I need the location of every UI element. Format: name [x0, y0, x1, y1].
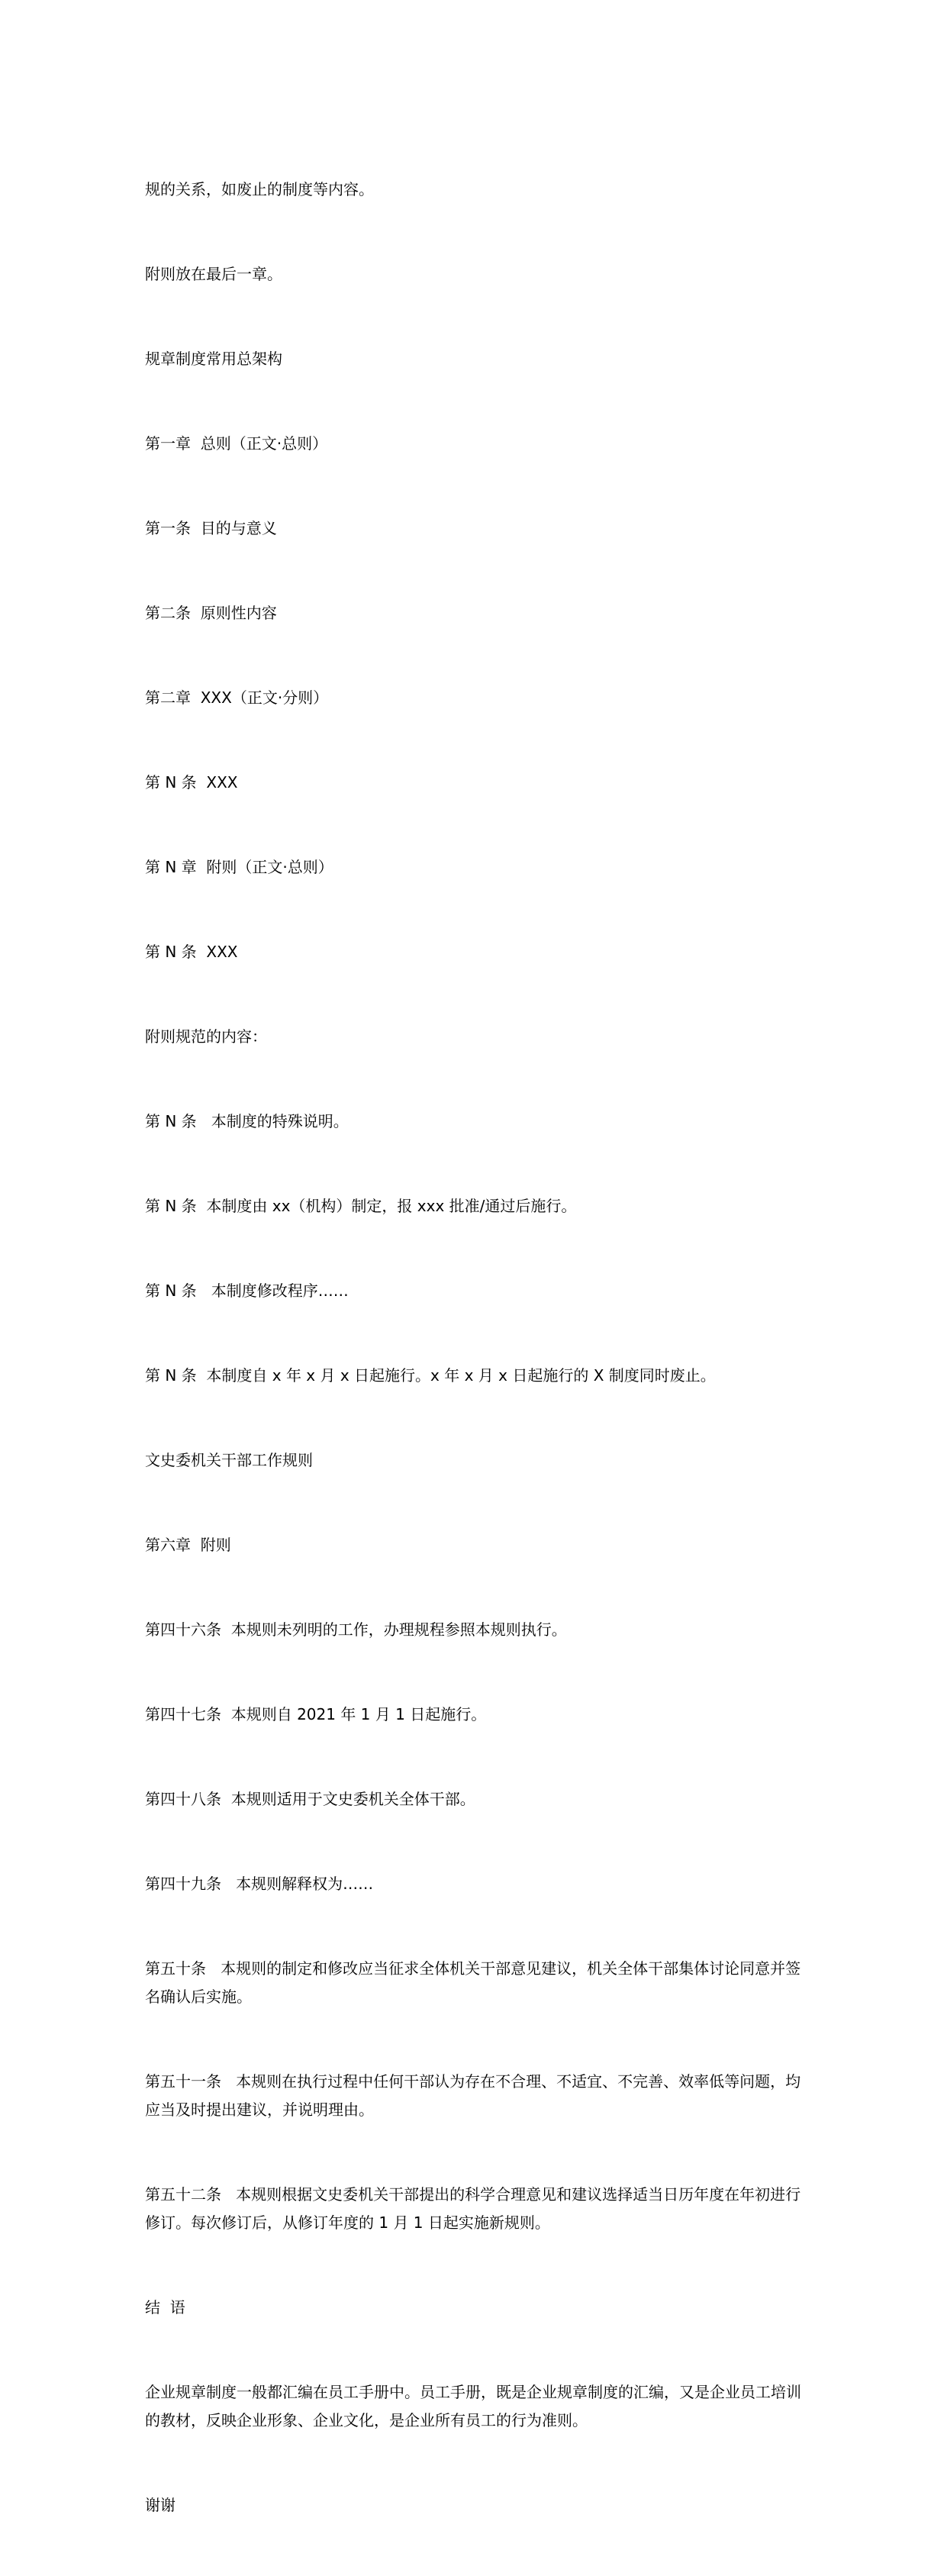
paragraph: 第六章 附则 [145, 1536, 231, 1554]
closing-text: 谢谢 [145, 2496, 176, 2514]
paragraph: 第 N 条 本制度自 x 年 x 月 x 日起施行。x 年 x 月 x 日起施行的 X 制度同时废止。 [145, 1366, 716, 1385]
document-body [145, 119, 809, 2576]
paragraph: 第 N 条 本制度修改程序…… [145, 1282, 349, 1300]
paragraph: 第 N 条 本制度由 xx（机构）制定，报 xxx 批准/通过后施行。 [145, 1197, 577, 1215]
paragraph: 规的关系，如废止的制度等内容。 [145, 180, 374, 198]
paragraph: 第 N 条 XXX [145, 773, 238, 791]
paragraph: 第二条 原则性内容 [145, 604, 277, 622]
paragraph: 第一章 总则（正文·总则） [145, 434, 328, 453]
paragraph: 第四十九条 本规则解释权为…… [145, 1875, 374, 1893]
paragraph: 第四十六条 本规则未列明的工作，办理规程参照本规则执行。 [145, 1620, 567, 1639]
paragraph: 第四十八条 本规则适用于文史委机关全体干部。 [145, 1790, 475, 1808]
paragraph: 第五十二条 本规则根据文史委机关干部提出的科学合理意见和建议选择适当日历年度在年初进行修订。每次修订后，从修订年度的 1 月 1 日起实施新规则。 [145, 2185, 801, 2232]
paragraph: 第五十一条 本规则在执行过程中任何干部认为存在不合理、不适宜、不完善、效率低等问题，均应当及时提出建议，并说明理由。 [145, 2072, 801, 2119]
paragraph: 企业规章制度一般都汇编在员工手册中。员工手册，既是企业规章制度的汇编，又是企业员工培训的教材，反映企业形象、企业文化，是企业所有员工的行为准则。 [145, 2383, 801, 2429]
paragraph: 附则放在最后一章。 [145, 265, 282, 283]
paragraph: 第五十条 本规则的制定和修改应当征求全体机关干部意见建议，机关全体干部集体讨论同意并签名确认后实施。 [145, 1959, 801, 2006]
section-heading: 规章制度常用总架构 [145, 350, 282, 368]
paragraph: 第二章 XXX（正文·分则） [145, 688, 329, 707]
section-heading: 附则规范的内容： [145, 1027, 267, 1046]
paragraph: 第 N 条 本制度的特殊说明。 [145, 1112, 349, 1130]
paragraph: 第一条 目的与意义 [145, 519, 277, 537]
section-heading: 文史委机关干部工作规则 [145, 1451, 313, 1469]
paragraph: 第四十七条 本规则自 2021 年 1 月 1 日起施行。 [145, 1705, 487, 1723]
paragraph: 第 N 条 XXX [145, 943, 238, 961]
paragraph: 第 N 章 附则（正文·总则） [145, 858, 333, 876]
section-heading: 结 语 [145, 2298, 185, 2316]
